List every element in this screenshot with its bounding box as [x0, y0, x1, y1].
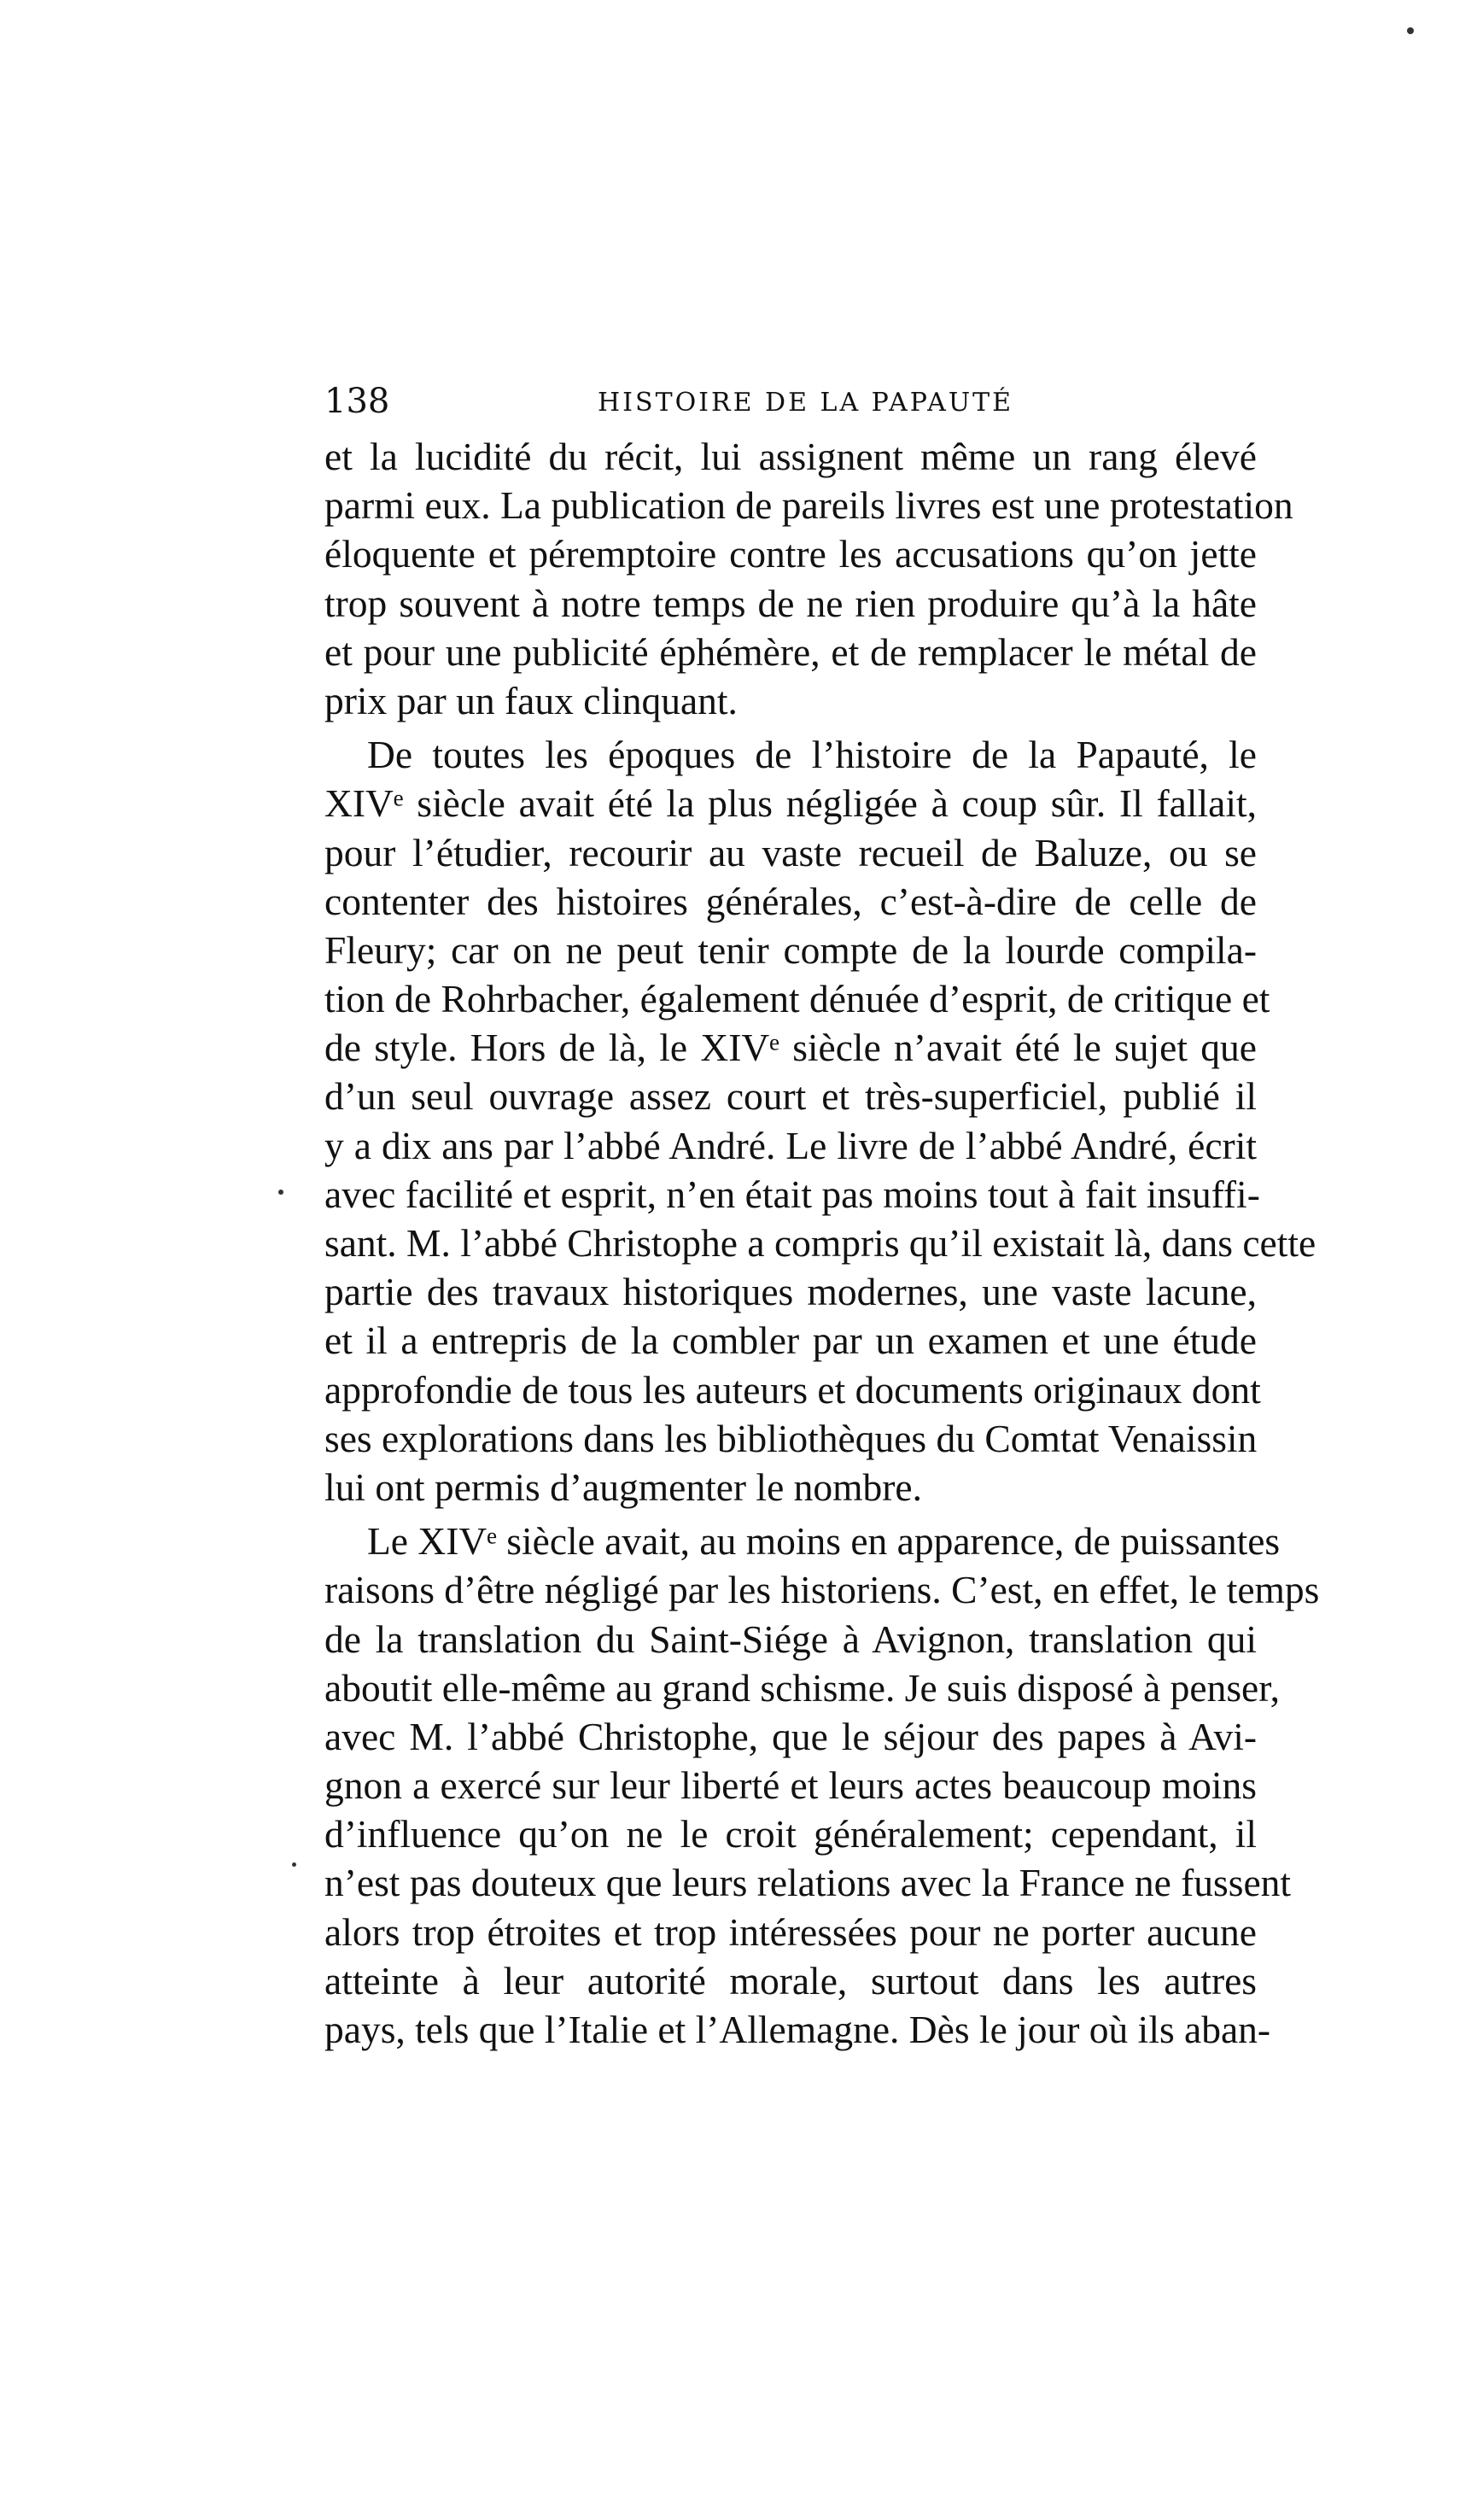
text-line: parmi eux. La publication de pareils livres est une protestation	[324, 483, 1293, 528]
paragraph-2	[324, 730, 1316, 1511]
text-line: y a dix ans par l’abbé André. Le livre de l’abbé André, écrit	[324, 1123, 1257, 1167]
running-head	[324, 376, 1257, 427]
text-line: n’est pas douteux que leurs relations avec la France ne fussent	[324, 1861, 1292, 1905]
text-line: De toutes les époques de l’histoire de la Papauté, le	[367, 733, 1257, 777]
page-number: 138	[324, 382, 390, 421]
text-line: pour l’étudier, recourir au vaste recueil de Baluze, ou se	[324, 830, 1257, 874]
text-line: raisons d’être négligé par les historiens. C’est, en effet, le temps	[324, 1568, 1320, 1612]
text-line: partie des travaux historiques modernes, une vaste lacune,	[324, 1270, 1257, 1314]
text-line: alors trop étroites et trop intéressées pour ne porter aucune	[324, 1909, 1257, 1954]
text-line: et la lucidité du récit, lui assignent même un rang élevé	[324, 435, 1257, 478]
text-line: lui ont permis d’augmenter le nombre.	[324, 1465, 923, 1509]
text-line: gnon a exercé sur leur liberté et leurs actes beaucoup moins	[324, 1763, 1257, 1808]
text-line: sant. M. l’abbé Christophe a compris qu’il existait là, dans cette	[324, 1221, 1316, 1265]
scan-speck	[1407, 27, 1414, 34]
text-line: pays, tels que l’Italie et l’Allemagne. Dès le jour où ils aban-	[324, 2008, 1271, 2051]
text-line: et il a entrepris de la combler par un examen et une étude	[324, 1318, 1257, 1363]
text-line: approfondie de tous les auteurs et documents originaux dont	[324, 1367, 1261, 1412]
text-line: d’un seul ouvrage assez court et très-superficiel, publié il	[324, 1074, 1257, 1119]
running-title: HISTOIRE DE LA PAPAUTÉ	[598, 388, 1014, 418]
text-line: trop souvent à notre temps de ne rien produire qu’à la hâte	[324, 581, 1257, 625]
text-line: de la translation du Saint-Siége à Avignon, translation qui	[324, 1617, 1257, 1661]
text-line: Le XIVᵉ siècle avait, au moins en apparence, de puissantes	[367, 1519, 1281, 1564]
text-line: prix par un faux clinquant.	[324, 678, 738, 722]
text-line: contenter des histoires générales, c’est-à-dire de celle de	[324, 879, 1257, 923]
text-line: tion de Rohrbacher, également dénuée d’esprit, de critique et	[324, 977, 1270, 1021]
scan-speck	[292, 1862, 296, 1867]
text-line: et pour une publicité éphémère, et de remplacer le métal de	[324, 629, 1257, 674]
body-text	[324, 432, 1320, 2054]
text-line: d’influence qu’on ne le croit généralement; cependant, il	[324, 1812, 1257, 1856]
text-line: atteinte à leur autorité morale, surtout dans les autres	[324, 1958, 1257, 2003]
text-line: Fleury; car on ne peut tenir compte de la lourde compila-	[324, 927, 1257, 972]
text-line: ses explorations dans les bibliothèques du Comtat Venaissin	[324, 1416, 1258, 1460]
text-line: éloquente et péremptoire contre les accusations qu’on jette	[324, 532, 1257, 576]
paragraph-1	[324, 432, 1293, 725]
paragraph-3	[324, 1517, 1320, 2054]
text-line: XIVᵉ siècle avait été la plus négligée à coup sûr. Il fallait,	[324, 781, 1257, 826]
text-line: aboutit elle-même au grand schisme. Je suis disposé à penser,	[324, 1665, 1280, 1710]
text-line: avec facilité et esprit, n’en était pas moins tout à fait insuffi-	[324, 1172, 1260, 1216]
scan-speck	[278, 1190, 283, 1195]
text-line: de style. Hors de là, le XIVᵉ siècle n’avait été le sujet que	[324, 1026, 1257, 1070]
text-line: avec M. l’abbé Christophe, que le séjour des papes à Avi-	[324, 1714, 1257, 1758]
